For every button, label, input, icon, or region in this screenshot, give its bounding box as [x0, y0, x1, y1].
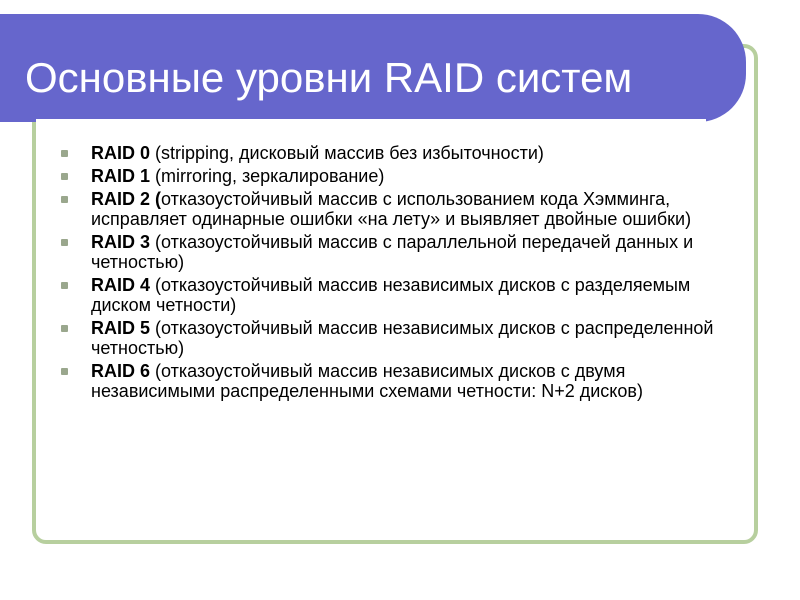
bullet-icon: [61, 239, 68, 246]
raid-level-name: RAID 0: [91, 143, 151, 163]
raid-level-description: (отказоустойчивый массив независимых дисков с распределенной четностью): [91, 318, 714, 358]
title-bar: [0, 14, 746, 122]
raid-level-name: RAID 3: [91, 232, 151, 252]
list-item: [58, 361, 748, 401]
slide-title: Основные уровни RAID систем: [25, 54, 633, 101]
raid-level-description: отказоустойчивый массив с использованием кода Хэмминга, исправляет одинарные ошибки «на лету» и выявляет двойные ошибки): [91, 189, 692, 229]
raid-level-description: (mirroring, зеркалирование): [150, 166, 385, 186]
list-item: [58, 189, 748, 229]
raid-level-name: RAID 6: [91, 361, 151, 381]
bullet-icon: [61, 282, 68, 289]
bullet-icon: [61, 368, 68, 375]
raid-level-name: RAID 4: [91, 275, 151, 295]
raid-level-description: (отказоустойчивый массив с параллельной передачей данных и четностью): [91, 232, 694, 272]
bullet-icon: [61, 325, 68, 332]
raid-levels-list: [58, 143, 748, 404]
list-item: [58, 318, 748, 358]
bullet-icon: [61, 173, 68, 180]
raid-level-description: (отказоустойчивый массив независимых дисков с разделяемым диском четности): [91, 275, 691, 315]
list-item: [58, 275, 748, 315]
title-underline: [36, 119, 706, 122]
raid-level-description: (stripping, дисковый массив без избыточности): [150, 143, 544, 163]
bullet-icon: [61, 196, 68, 203]
raid-level-name: RAID 1: [91, 166, 151, 186]
raid-level-name: RAID 2 (: [91, 189, 162, 209]
list-item: [58, 232, 748, 272]
raid-level-description: (отказоустойчивый массив независимых дисков с двумя независимыми распределенными схемами четности: N+2 дисков): [91, 361, 643, 401]
raid-level-name: RAID 5: [91, 318, 151, 338]
list-item: [58, 166, 748, 186]
list-item: [58, 143, 748, 163]
bullet-icon: [61, 150, 68, 157]
